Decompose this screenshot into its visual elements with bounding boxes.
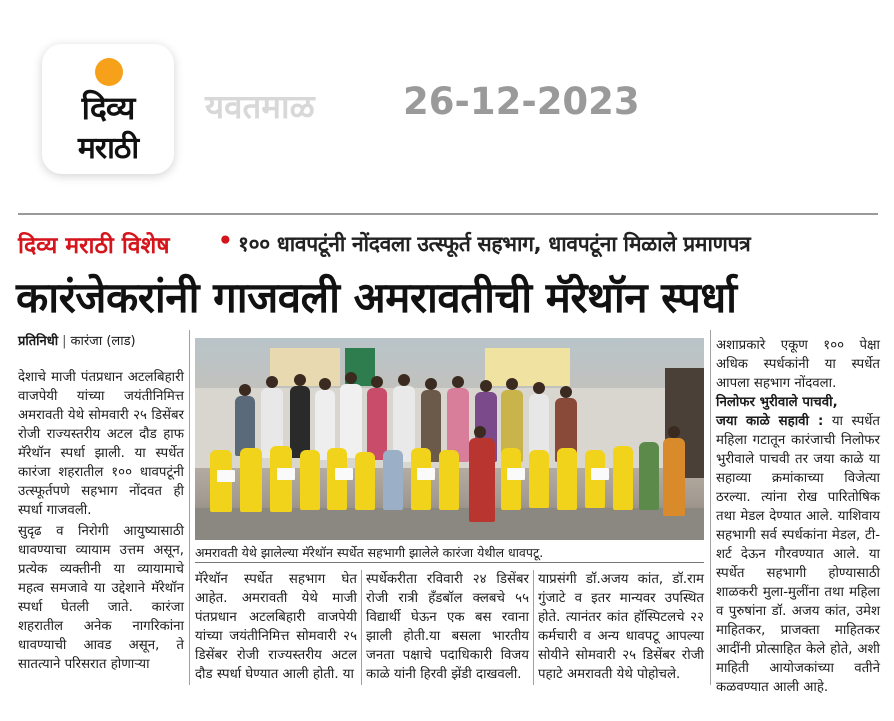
article-column-4: याप्रसंगी डॉ.अजय कांत, डॉ.राम गुंजाटे व इतर मान्यवर उपस्थित होते. त्यानंतर कांत हॉस्पिटलचे २२ कर्मचारी व अन्य धावपटू आपल्या सोयीने सोमवारी २५ डिसेंबर रोजी पहाटे अमरावती येथे पोहोचले. (538, 572, 704, 682)
headline: कारंजेकरांनी गाजवली अमरावतीची मॅरेथॉन स्पर्धा (16, 273, 737, 322)
article-column-1 (18, 368, 184, 674)
article-column-5 (716, 336, 880, 697)
top-rule (18, 213, 878, 215)
edition-city: यवतमाळ (205, 87, 315, 126)
article-column-2: मॅरेथॉन स्पर्धेत सहभाग घेत आहेत. अमरावती येथे माजी पंतप्रधान अटलबिहारी वाजपेयी यांच्या जयंतीनिमित्त सोमवारी २५ डिसेंबर रोजी राज्यस्तरीय अटल दौड स्पर्धा घेण्यात आली होती. या (195, 572, 357, 682)
col1-paragraph-1: देशाचे माजी पंतप्रधान अटलबिहारी वाजपेयी यांच्या जयंतीनिमित्त अमरावती येथे सोमवारी २५ डिसेंबर रोजी राज्यस्तरीय अटल दौड हाफ मॅरेथॉन स्पर्धा झाली. या स्पर्धेत कारंजा शहरातील १०० धावपटूंनी उत्स्फूर्तपणे सहभाग नोंदवत ही स्पर्धा गाजवली. (18, 370, 184, 518)
column-rule (361, 570, 362, 685)
logo (42, 44, 174, 174)
col5-paragraph-2: या स्पर्धेत महिला गटातून कारंजाची निलोफर भुरीवाले पाचवी तर जया काळे या सहाव्या क्रमांकाच्या विजेत्या ठरल्या. त्यांना रोख पारितोषिक तथा मेडल देण्यात आले. याशिवाय सहभागी सर्व स्पर्धकांना मेडल, टी- शर्ट देऊन गौरवण्यात आले. या स्पर्धेत सहभागी होण्यासाठी शाळकरी मुला-मुलींना तथा महिला व पुरुषांना डॉ. अजय कांत, उमेश माहितकर, प्राजक्ता माहितकर आदींनी प्रोत्साहित केले होते, अशी माहिती आयोजकांच्या वतीने कळवण्यात आली आहे. (716, 414, 881, 695)
byline-place: कारंजा (लाड) (70, 334, 136, 349)
sun-icon (95, 58, 123, 86)
photo-caption: अमरावती येथे झालेल्या मॅरेथॉन स्पर्धेत सहभागी झालेले कारंजा येथील धावपटू. (195, 545, 544, 560)
col5-paragraph-1: अशाप्रकारे एकूण १०० पेक्षा अधिक स्पर्धकांनी या स्पर्धेत आपला सहभाग नोंदवला. (716, 338, 880, 391)
kicker-subhead: १०० धावपटूंनी नोंदवला उत्स्फूर्त सहभाग, धावपटूंना मिळाले प्रमाणपत्र (238, 232, 751, 256)
column-rule (710, 330, 711, 685)
col5-subhead-2: जया काळे सहावी : (716, 414, 824, 429)
caption-rule (195, 562, 704, 563)
edition-date: 26-12-2023 (403, 80, 640, 123)
byline (18, 331, 136, 349)
column-rule (533, 570, 534, 685)
kicker-label: दिव्य मराठी विशेष (18, 233, 170, 259)
column-rule (189, 330, 190, 685)
logo-line2: मराठी (77, 131, 139, 166)
kicker-dot: • (218, 228, 233, 254)
news-photo (195, 338, 704, 540)
col1-paragraph-2: सुदृढ व निरोगी आयुष्यासाठी धावण्याचा व्यायाम उत्तम असून, प्रत्येक व्यक्तीनी या व्यायामाचे महत्व समजावे या उद्देशाने मॅरेथॉन स्पर्धा घेतली जाते. कारंजा शहरातील अनेक नागरिकांना धावण्याची आवड असून, ते सातत्याने परिसरात होणाऱ्या (18, 524, 184, 672)
article-column-3: स्पर्धेकरीता रविवारी २४ डिसेंबर रोजी रात्री हँडबॉल क्लबचे ५५ विद्यार्थी घेऊन एक बस रवाना झाली होती.या बसला भारतीय जनता पक्षाचे पदाधिकारी विजय काळे यांनी हिरवी झेंडी दाखवली. (366, 572, 529, 682)
byline-reporter: प्रतिनिधी (18, 334, 59, 349)
byline-separator: | (62, 334, 67, 349)
col5-subhead-1: निलोफर भुरीवाले पाचवी, (716, 395, 838, 410)
logo-line1: दिव्य (81, 89, 135, 127)
